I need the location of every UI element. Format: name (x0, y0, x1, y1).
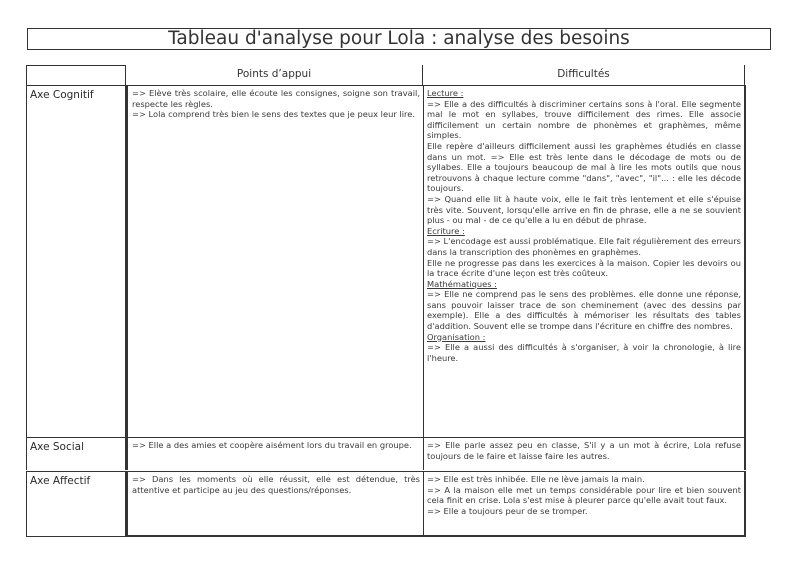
difficulties-cell-affectif (423, 471, 746, 537)
difficulty-item: => Elle ne comprend pas le sens des problèmes. elle donne une réponse, sans pouvoir laisser trace de son cheminement (avec des dessins par exemple). Elle a des difficultés à mémoriser les résultats des tables d'addition. Souvent elle se trompe dans l'écriture en chiffre des nombres. (427, 289, 741, 332)
difficulties-cell-social (423, 437, 746, 470)
header-axis-cell (26, 65, 126, 85)
difficulty-item: Elle ne progresse pas dans les exercices à la maison. Copier les devoirs ou la trace écrite d'une leçon est très coûteux. (427, 257, 741, 279)
points-cell-cognitif (126, 85, 424, 450)
difficulty-item: => Elle a toujours peur de se tromper. (427, 505, 588, 516)
axis-label-cognitif: Axe Cognitif (26, 85, 126, 450)
section-heading-lecture: Lecture : (427, 88, 464, 98)
points-cell-social (126, 437, 424, 470)
section-heading-organisation: Organisation : (427, 331, 486, 342)
points-item: => Elève très scolaire, elle écoute les consignes, soigne son travail, respecte les règles. (132, 88, 420, 109)
header-points-dappui: Points d’appui (126, 65, 423, 85)
table-row-social (26, 437, 746, 470)
table-row-cognitif (26, 85, 746, 450)
points-cell-affectif (126, 471, 424, 537)
difficulty-item: => Elle a des difficultés à discriminer certains sons à l'oral. Elle segmente mal le mot en syllabes, trouve difficilement des rimes. Elle associe difficilement un certain nombre de phonèmes et graphèmes, même simples. (427, 98, 741, 141)
table-row-affectif (26, 471, 746, 537)
points-item: => Elle a des amies et coopère aisément lors du travail en groupe. (132, 440, 412, 450)
section-heading-mathematiques: Mathématiques : (427, 278, 497, 289)
axis-label-affectif: Axe Affectif (26, 471, 126, 537)
difficulty-item: => Elle est très inhibée. Elle ne lève jamais la main. (427, 474, 645, 484)
difficulty-item: Elle repère d'ailleurs difficilement aussi les graphèmes étudiés en classe dans un mot. => Elle est très lente dans le décodage de mots ou de syllabes. Elle a toujours beaucoup de mal à lire les mots outils que nous retrouvons à chaque lecture comme "dans", "avec", "il"... : elle les décode toujours. (427, 140, 741, 194)
difficulty-item: => Elle parle assez peu en classe, S'il y a un mot à écrire, Lola refuse toujours de le faire et laisse faire les autres. (427, 440, 741, 461)
difficulties-cell-cognitif (423, 85, 746, 450)
axis-label-social: Axe Social (26, 437, 126, 470)
document-title: Tableau d'analyse pour Lola : analyse des besoins (27, 28, 771, 50)
difficulty-item: => A la maison elle met un temps considérable pour lire et bien souvent cela finit en crise. Lola s'est mise à pleurer parce qu'elle avait tout faux. (427, 484, 741, 506)
header-difficultes: Difficultés (423, 65, 745, 85)
points-item: => Lola comprend très bien le sens des textes que je peux leur lire. (132, 109, 415, 120)
difficulty-item: => Quand elle lit à haute voix, elle le fait très lentement et elle s'épuise très vite. Souvent, lorsqu'elle arrive en fin de phrase, elle a ne se souvient plus - ou mal - de ce qu'elle a lu en début de phrase. (427, 193, 741, 226)
section-heading-ecriture: Ecriture : (427, 225, 465, 236)
difficulty-item: => Elle a aussi des difficultés à s'organiser, à voir la chronologie, à lire l'heure. (427, 342, 741, 363)
points-item: => Dans les moments où elle réussit, elle est détendue, très attentive et participe au jeu des questions/réponses. (132, 474, 420, 495)
difficulty-item: => L'encodage est aussi problématique. Elle fait régulièrement des erreurs dans la transcription des phonèmes en graphèmes. (427, 236, 741, 257)
